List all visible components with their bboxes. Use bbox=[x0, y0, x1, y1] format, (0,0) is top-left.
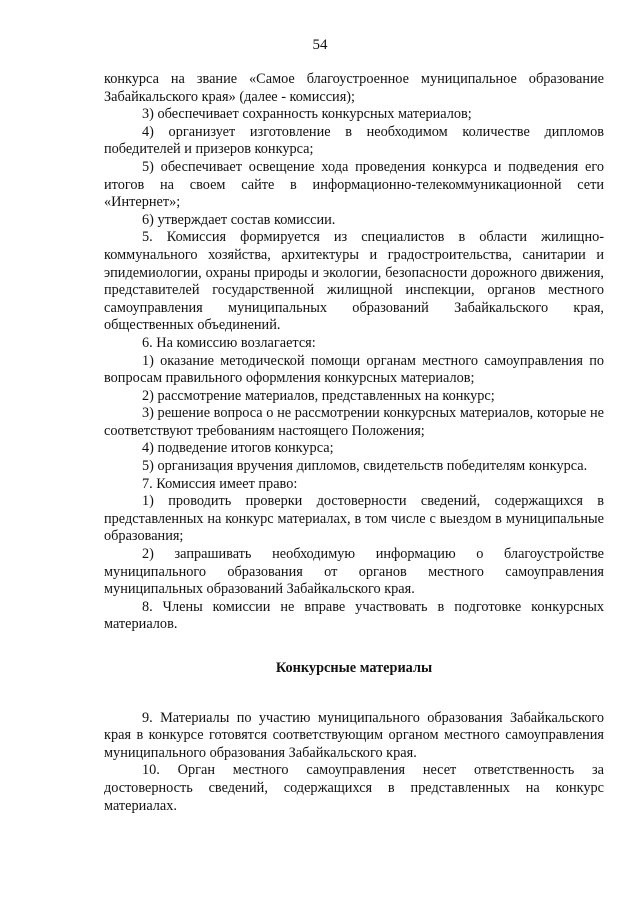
paragraph: 1) проводить проверки достоверности сведений, содержащихся в представленных на конкурс материалах, в том числе с выездом в муниципальные образования; bbox=[104, 493, 604, 545]
page-number: 54 bbox=[312, 37, 328, 53]
paragraphs-before-heading bbox=[104, 71, 604, 634]
paragraph: 5) организация вручения дипломов, свидетельств победителям конкурса. bbox=[142, 458, 588, 475]
paragraphs-after-heading bbox=[104, 710, 604, 816]
paragraph: 8. Члены комиссии не вправе участвовать в подготовке конкурсных материалов. bbox=[104, 598, 604, 633]
document-body bbox=[104, 71, 604, 815]
paragraph: конкурса на звание «Самое благоустроенное муниципальное образование Забайкальского края» (далее - комиссия); bbox=[104, 71, 604, 105]
paragraph: 4) организует изготовление в необходимом количестве дипломов победителей и призеров конкурса; bbox=[104, 123, 604, 158]
paragraph: 6) утверждает состав комиссии. bbox=[142, 211, 336, 228]
paragraph: 7. Комиссия имеет право: bbox=[142, 475, 298, 492]
paragraph: 2) рассмотрение материалов, представленных на конкурс; bbox=[142, 387, 495, 404]
section-heading: Конкурсные материалы bbox=[275, 660, 433, 676]
paragraph: 3) решение вопроса о не рассмотрении конкурсных материалов, которые не соответствуют требованиям настоящего Положения; bbox=[104, 405, 604, 439]
paragraph: 1) оказание методической помощи органам местного самоуправления по вопросам правильного оформления конкурсных материалов; bbox=[104, 352, 604, 387]
paragraph: 4) подведение итогов конкурса; bbox=[142, 440, 334, 457]
paragraph: 9. Материалы по участию муниципального образования Забайкальского края в конкурсе готовятся соответствующим органом местного самоуправления муниципального образования Забайкальского края. bbox=[104, 709, 604, 761]
paragraph: 6. На комиссию возлагается: bbox=[142, 334, 316, 351]
paragraph: 3) обеспечивает сохранность конкурсных материалов; bbox=[142, 106, 472, 123]
paragraph: 2) запрашивать необходимую информацию о благоустройстве муниципального образования от органов местного самоуправления муниципальных образований Забайкальского края. bbox=[104, 546, 604, 598]
paragraph: 5. Комиссия формируется из специалистов в области жилищно-коммунального хозяйства, архитектуры и градостроительства, санитарии и эпидемиологии, охраны природы и экологии, безопасности дорожного движения, представителей государственной жилищной инспекции, органов местного самоуправления муниципальных образований Забайкальского края, общественных объединений. bbox=[104, 229, 604, 334]
paragraph: 5) обеспечивает освещение хода проведения конкурса и подведения его итогов на своем сайте в информационно-телекоммуникационной сети «Интернет»; bbox=[104, 158, 604, 211]
paragraph: 10. Орган местного самоуправления несет ответственность за достоверность сведений, содержащихся в представленных на конкурс материалах. bbox=[104, 762, 604, 814]
